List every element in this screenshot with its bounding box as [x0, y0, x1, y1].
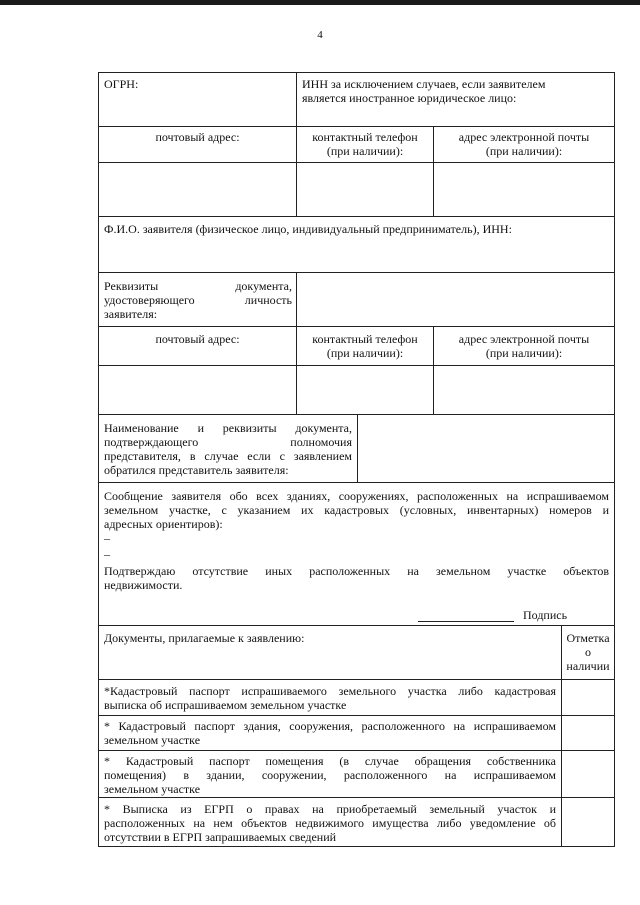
signature-line[interactable]	[418, 621, 514, 622]
id-doc-label-line3: заявителя:	[104, 307, 158, 321]
phone-label-2-line2: (при наличии):	[326, 346, 404, 360]
representative-label-line4: обратился представитель заявителя:	[104, 463, 289, 477]
scan-top-border	[0, 0, 640, 5]
document-item-2-line1: * Кадастровый паспорт здания, сооружения, расположенного на испрашиваемом	[104, 719, 556, 733]
inn-label-line2: является иностранное юридическое лицо:	[302, 91, 517, 105]
id-doc-value-cell[interactable]	[296, 272, 615, 327]
phone-label-2-line1: контактный телефон	[312, 332, 418, 346]
representative-value-cell[interactable]	[357, 414, 615, 483]
document-item-4-line2: расположенных на нем объектов недвижимого имущества либо уведомление об	[104, 816, 556, 830]
phone-label-line2: (при наличии):	[326, 144, 404, 158]
representative-label-line1: Наименование и реквизиты документа,	[104, 421, 352, 435]
ogrn-label: ОГРН:	[104, 77, 139, 91]
message-line3: адресных ориентиров):	[104, 517, 223, 531]
document-item-1-line1: *Кадастровый паспорт испрашиваемого земельного участка либо кадастровая	[104, 684, 556, 698]
email-label-line2: (при наличии):	[485, 144, 563, 158]
phone-value-cell[interactable]	[296, 162, 434, 217]
document-item-1-mark[interactable]	[561, 679, 615, 716]
postal-address-label: почтовый адрес:	[155, 130, 240, 144]
representative-label-line2: подтверждающего полномочия	[104, 435, 352, 449]
phone-label-line1: контактный телефон	[312, 130, 418, 144]
documents-header: Документы, прилагаемые к заявлению:	[104, 631, 305, 645]
document-item-3-mark[interactable]	[561, 750, 615, 798]
confirm-line2: недвижимости.	[104, 578, 183, 592]
document-item-2-mark[interactable]	[561, 715, 615, 751]
signature-label: Подпись	[523, 608, 568, 622]
postal-value-cell-2[interactable]	[98, 365, 297, 415]
message-line1: Сообщение заявителя обо всех зданиях, сооружениях, расположенных на испрашиваемом	[104, 489, 609, 503]
email-label-2-line2: (при наличии):	[485, 346, 563, 360]
document-item-4-mark[interactable]	[561, 797, 615, 847]
document-item-4-line3: отсутствии в ЕГРП запрашиваемых сведений	[104, 830, 337, 844]
document-item-3-line3: земельном участке	[104, 782, 201, 796]
document-item-2-line2: земельном участке	[104, 733, 201, 747]
mark-header-line2: о	[585, 645, 591, 659]
id-doc-label-line1: Реквизиты документа,	[104, 279, 292, 293]
document-item-4-line1: * Выписка из ЕГРП о правах на приобретаемый земельный участок и	[104, 802, 556, 816]
message-dash-2: –	[104, 547, 110, 561]
confirm-line1: Подтверждаю отсутствие иных расположенных на земельном участке объектов	[104, 564, 609, 578]
message-line2: земельном участке, с указанием их кадастровых (условных, инвентарных) номеров и	[104, 503, 609, 517]
email-label-2-line1: адрес электронной почты	[458, 332, 590, 346]
id-doc-label-line2: удостоверяющего личность	[104, 293, 292, 307]
phone-value-cell-2[interactable]	[296, 365, 434, 415]
inn-label-line1: ИНН за исключением случаев, если заявителем	[302, 77, 546, 91]
page-number: 4	[317, 29, 323, 41]
email-value-cell[interactable]	[433, 162, 615, 217]
message-dash-1: –	[104, 531, 110, 545]
postal-address-label-2: почтовый адрес:	[155, 332, 240, 346]
fio-label: Ф.И.О. заявителя (физическое лицо, индивидуальный предприниматель), ИНН:	[104, 222, 512, 236]
mark-header-line1: Отметка	[566, 631, 610, 645]
email-value-cell-2[interactable]	[433, 365, 615, 415]
mark-header-line3: наличии	[566, 659, 610, 673]
email-label-line1: адрес электронной почты	[458, 130, 590, 144]
document-item-3-line1: * Кадастровый паспорт помещения (в случае обращения собственника	[104, 754, 556, 768]
representative-label-line3: представителя, в случае если с заявлением	[104, 449, 352, 463]
document-item-3-line2: помещения) в здании, сооружении, расположенного на испрашиваемом	[104, 768, 556, 782]
postal-value-cell[interactable]	[98, 162, 297, 217]
document-item-1-line2: выписка об испрашиваемом земельном участке	[104, 698, 347, 712]
